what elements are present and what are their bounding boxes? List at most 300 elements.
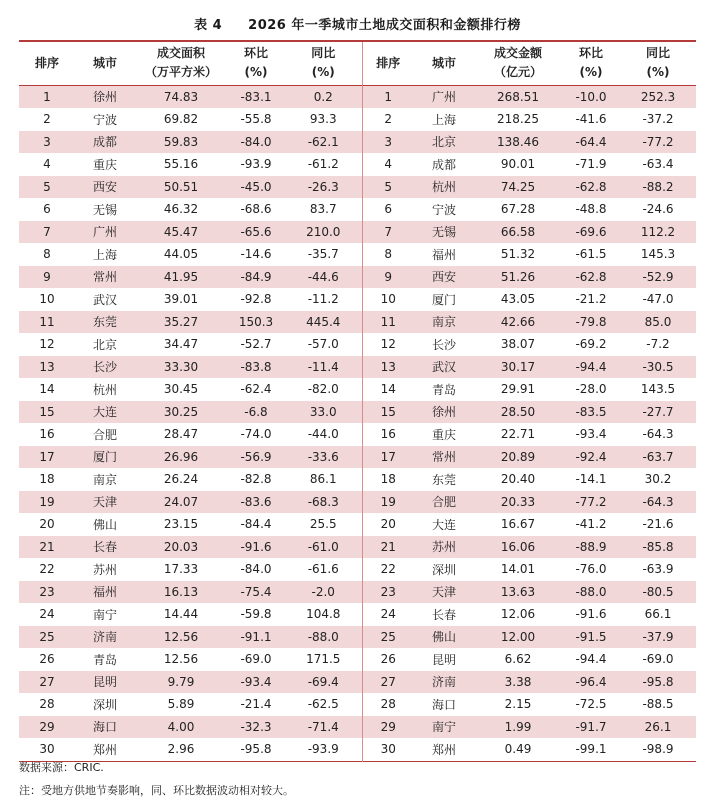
table-row <box>19 221 696 244</box>
right-mom-cell: -41.2 <box>575 517 607 532</box>
right-city-cell: 济南 <box>414 671 474 694</box>
right-rank-cell: 8 <box>362 243 414 266</box>
left-city-cell: 长沙 <box>75 356 135 379</box>
right-value-cell: 20.33 <box>474 491 562 514</box>
right-mom-cell: -61.5 <box>575 247 607 262</box>
left-yoy-cell: -69.4 <box>285 671 362 694</box>
left-rank-cell: 3 <box>19 131 75 154</box>
left-value-cell: 35.27 <box>135 311 227 334</box>
left-city-cell: 武汉 <box>92 292 117 307</box>
right-city-cell: 南宁 <box>414 716 474 739</box>
left-city-cell: 郑州 <box>92 742 117 757</box>
left-rank-cell: 29 <box>19 716 75 739</box>
right-yoy-cell: -52.9 <box>620 266 696 289</box>
right-mom-cell: -28.0 <box>575 382 607 397</box>
left-yoy-cell: -71.4 <box>285 716 362 739</box>
left-yoy-cell: -93.9 <box>307 742 339 757</box>
right-mom-cell: -14.1 <box>575 472 607 487</box>
left-mom-cell: -32.3 <box>227 716 285 739</box>
right-mom-cell: -91.5 <box>562 626 620 649</box>
table-row <box>19 648 696 671</box>
left-mom-cell: -91.1 <box>227 626 285 649</box>
right-mom-cell: -88.0 <box>562 581 620 604</box>
table-row <box>19 423 696 446</box>
right-mom-cell: -88.9 <box>562 536 620 559</box>
left-rank-cell: 10 <box>39 292 55 307</box>
right-value-cell: 6.62 <box>504 652 532 667</box>
left-mom-cell: -75.4 <box>227 581 285 604</box>
right-mom-cell: -69.2 <box>575 337 607 352</box>
left-yoy-cell: 171.5 <box>306 652 341 667</box>
left-value-cell: 20.03 <box>135 536 227 559</box>
right-mom-cell: -96.4 <box>562 671 620 694</box>
header-area: 成交面积 （万平方米） <box>144 46 217 80</box>
right-rank-cell: 20 <box>362 513 414 536</box>
left-yoy-cell: -61.0 <box>285 536 362 559</box>
right-yoy-cell: -63.7 <box>620 446 696 469</box>
left-value-cell: 23.15 <box>163 517 199 532</box>
table-row <box>19 671 696 694</box>
left-yoy-cell: -88.0 <box>285 626 362 649</box>
left-value-cell: 26.24 <box>163 472 199 487</box>
right-rank-cell: 4 <box>362 153 414 176</box>
right-city-cell: 佛山 <box>414 626 474 649</box>
right-yoy-cell: -63.9 <box>642 562 674 577</box>
right-value-cell: 29.91 <box>500 382 536 397</box>
left-value-cell: 59.83 <box>135 131 227 154</box>
right-city-cell: 深圳 <box>431 562 456 577</box>
right-rank-cell: 11 <box>362 311 414 334</box>
right-city-cell: 宁波 <box>431 202 456 217</box>
right-mom-cell: -69.6 <box>562 221 620 244</box>
right-yoy-cell: 26.1 <box>620 716 696 739</box>
right-city-cell: 大连 <box>431 517 456 532</box>
left-mom-cell: -45.0 <box>227 176 285 199</box>
left-mom-cell: -82.8 <box>240 472 272 487</box>
right-value-cell: 51.26 <box>474 266 562 289</box>
left-yoy-cell: 445.4 <box>285 311 362 334</box>
right-yoy-cell: 85.0 <box>620 311 696 334</box>
right-yoy-cell: -80.5 <box>620 581 696 604</box>
left-city-cell: 合肥 <box>92 427 117 442</box>
header-city-right: 城市 <box>431 55 456 70</box>
table-row <box>19 468 696 491</box>
left-rank-cell: 14 <box>39 382 55 397</box>
left-yoy-cell: -61.6 <box>307 562 339 577</box>
header-rank-left: 排序 <box>34 55 59 70</box>
right-city-cell: 南京 <box>414 311 474 334</box>
left-value-cell: 46.32 <box>163 202 199 217</box>
table-row <box>19 333 696 356</box>
left-mom-cell: -59.8 <box>240 607 272 622</box>
right-rank-cell: 21 <box>362 536 414 559</box>
left-value-cell: 12.56 <box>135 626 227 649</box>
left-rank-cell: 21 <box>19 536 75 559</box>
left-city-cell: 徐州 <box>75 85 135 108</box>
right-value-cell: 14.01 <box>500 562 536 577</box>
right-yoy-cell: -88.5 <box>642 697 674 712</box>
right-value-cell: 28.50 <box>474 401 562 424</box>
left-mom-cell: -55.8 <box>240 112 272 127</box>
right-rank-cell: 17 <box>362 446 414 469</box>
left-rank-cell: 28 <box>39 697 55 712</box>
right-mom-cell: -72.5 <box>575 697 607 712</box>
right-value-cell: 12.06 <box>500 607 536 622</box>
left-yoy-cell: -11.2 <box>307 292 339 307</box>
table-row <box>19 491 696 514</box>
right-value-cell: 67.28 <box>500 202 536 217</box>
left-rank-cell: 26 <box>39 652 55 667</box>
left-city-cell: 成都 <box>75 131 135 154</box>
table-row <box>19 401 696 424</box>
right-rank-cell: 10 <box>362 288 414 311</box>
left-mom-cell: -93.9 <box>240 157 272 172</box>
left-value-cell: 16.13 <box>135 581 227 604</box>
right-city-cell: 无锡 <box>414 221 474 244</box>
right-yoy-cell: 143.5 <box>640 382 676 397</box>
right-yoy-cell: -30.5 <box>620 356 696 379</box>
right-yoy-cell: -47.0 <box>642 292 674 307</box>
left-rank-cell: 4 <box>43 157 51 172</box>
right-city-cell: 天津 <box>414 581 474 604</box>
right-value-cell: 268.51 <box>474 85 562 108</box>
right-rank-cell: 25 <box>362 626 414 649</box>
right-city-cell: 福州 <box>431 247 456 262</box>
left-city-cell: 大连 <box>75 401 135 424</box>
right-city-cell: 成都 <box>431 157 456 172</box>
right-rank-cell: 9 <box>362 266 414 289</box>
table-row <box>19 558 696 581</box>
right-rank-cell: 26 <box>362 648 414 671</box>
left-city-cell: 佛山 <box>92 517 117 532</box>
table-header <box>19 41 696 85</box>
table-row <box>19 378 696 401</box>
right-mom-cell: -76.0 <box>575 562 607 577</box>
table-row <box>19 693 696 716</box>
header-yoy-left: 同比 (%) <box>311 46 336 80</box>
header-rank-right: 排序 <box>362 41 414 85</box>
right-rank-cell: 22 <box>362 558 414 581</box>
left-rank-cell: 2 <box>43 112 51 127</box>
right-yoy-cell: -37.2 <box>642 112 674 127</box>
left-yoy-cell: -57.0 <box>307 337 339 352</box>
right-mom-cell: -79.8 <box>562 311 620 334</box>
right-rank-cell: 27 <box>362 671 414 694</box>
table-body <box>19 85 696 761</box>
left-yoy-cell: 104.8 <box>306 607 341 622</box>
right-value-cell: 38.07 <box>500 337 536 352</box>
left-yoy-cell: -68.3 <box>285 491 362 514</box>
right-yoy-cell: -37.9 <box>620 626 696 649</box>
left-yoy-cell: -33.6 <box>285 446 362 469</box>
left-city-cell: 重庆 <box>92 157 117 172</box>
right-value-cell: 51.32 <box>500 247 536 262</box>
left-value-cell: 45.47 <box>135 221 227 244</box>
right-rank-cell: 7 <box>362 221 414 244</box>
left-city-cell: 宁波 <box>92 112 117 127</box>
source-note: 数据来源：CRIC. <box>19 761 104 774</box>
left-mom-cell: -52.7 <box>240 337 272 352</box>
right-rank-cell: 1 <box>362 85 414 108</box>
right-value-cell: 74.25 <box>474 176 562 199</box>
left-city-cell: 无锡 <box>92 202 117 217</box>
right-city-cell: 西安 <box>414 266 474 289</box>
right-rank-cell: 30 <box>362 738 414 761</box>
right-city-cell: 广州 <box>414 85 474 108</box>
left-city-cell: 深圳 <box>92 697 117 712</box>
left-yoy-cell: -44.0 <box>307 427 339 442</box>
right-value-cell: 3.38 <box>474 671 562 694</box>
right-city-cell: 武汉 <box>414 356 474 379</box>
left-value-cell: 14.44 <box>163 607 199 622</box>
left-value-cell: 2.96 <box>167 742 195 757</box>
left-rank-cell: 27 <box>19 671 75 694</box>
table-row <box>19 85 696 108</box>
left-yoy-cell: -44.6 <box>285 266 362 289</box>
right-rank-cell: 14 <box>362 378 414 401</box>
left-value-cell: 17.33 <box>163 562 199 577</box>
left-city-cell: 厦门 <box>75 446 135 469</box>
right-mom-cell: -41.6 <box>575 112 607 127</box>
right-value-cell: 13.63 <box>474 581 562 604</box>
left-rank-cell: 19 <box>19 491 75 514</box>
right-mom-cell: -92.4 <box>562 446 620 469</box>
left-yoy-cell: -82.0 <box>307 382 339 397</box>
left-yoy-cell: -61.2 <box>307 157 339 172</box>
left-city-cell: 昆明 <box>75 671 135 694</box>
right-value-cell: 43.05 <box>500 292 536 307</box>
right-city-cell: 长春 <box>431 607 456 622</box>
left-yoy-cell: 0.2 <box>285 85 362 108</box>
left-mom-cell: -84.0 <box>240 562 272 577</box>
left-city-cell: 济南 <box>75 626 135 649</box>
table-row <box>19 536 696 559</box>
left-mom-cell: -74.0 <box>240 427 272 442</box>
right-value-cell: 0.49 <box>504 742 532 757</box>
left-city-cell: 海口 <box>75 716 135 739</box>
right-rank-cell: 29 <box>362 716 414 739</box>
left-mom-cell: -6.8 <box>227 401 285 424</box>
left-yoy-cell: 83.7 <box>309 202 337 217</box>
right-yoy-cell: -27.7 <box>620 401 696 424</box>
left-yoy-cell: -11.4 <box>285 356 362 379</box>
left-rank-cell: 9 <box>19 266 75 289</box>
left-mom-cell: -14.6 <box>240 247 272 262</box>
right-city-cell: 郑州 <box>431 742 456 757</box>
left-mom-cell: -68.6 <box>240 202 272 217</box>
right-city-cell: 海口 <box>431 697 456 712</box>
left-city-cell: 福州 <box>75 581 135 604</box>
left-mom-cell: -62.4 <box>240 382 272 397</box>
table-caption: 2026 年一季城市土地成交面积和金额排行榜 <box>248 18 521 33</box>
left-yoy-cell: -2.0 <box>285 581 362 604</box>
left-city-cell: 广州 <box>75 221 135 244</box>
left-value-cell: 28.47 <box>163 427 199 442</box>
left-mom-cell: -95.8 <box>240 742 272 757</box>
right-value-cell: 66.58 <box>474 221 562 244</box>
left-value-cell: 5.89 <box>167 697 195 712</box>
left-yoy-cell: 33.0 <box>285 401 362 424</box>
left-yoy-cell: 93.3 <box>309 112 337 127</box>
left-value-cell: 50.51 <box>135 176 227 199</box>
left-rank-cell: 23 <box>19 581 75 604</box>
left-yoy-cell: 25.5 <box>309 517 337 532</box>
left-city-cell: 苏州 <box>92 562 117 577</box>
right-yoy-cell: 145.3 <box>640 247 676 262</box>
right-value-cell: 2.15 <box>504 697 532 712</box>
left-rank-cell: 30 <box>39 742 55 757</box>
table-row <box>19 198 696 221</box>
right-rank-cell: 23 <box>362 581 414 604</box>
left-rank-cell: 1 <box>19 85 75 108</box>
right-mom-cell: -94.4 <box>575 652 607 667</box>
left-rank-cell: 6 <box>43 202 51 217</box>
right-yoy-cell: -95.8 <box>620 671 696 694</box>
table-row <box>19 108 696 131</box>
right-rank-cell: 13 <box>362 356 414 379</box>
right-yoy-cell: -64.3 <box>642 427 674 442</box>
header-city-left: 城市 <box>92 55 117 70</box>
left-value-cell: 9.79 <box>135 671 227 694</box>
table-row <box>19 153 696 176</box>
right-yoy-cell: 112.2 <box>620 221 696 244</box>
left-mom-cell: -83.8 <box>227 356 285 379</box>
left-rank-cell: 7 <box>19 221 75 244</box>
left-value-cell: 39.01 <box>163 292 199 307</box>
left-city-cell: 北京 <box>92 337 117 352</box>
left-city-cell: 天津 <box>75 491 135 514</box>
right-yoy-cell: -21.6 <box>642 517 674 532</box>
right-value-cell: 138.46 <box>474 131 562 154</box>
left-mom-cell: -56.9 <box>227 446 285 469</box>
right-mom-cell: -62.8 <box>562 176 620 199</box>
right-value-cell: 12.00 <box>474 626 562 649</box>
left-value-cell: 69.82 <box>163 112 199 127</box>
header-amount: 成交金额 （亿元） <box>493 46 542 80</box>
table-row <box>19 603 696 626</box>
right-yoy-cell: -98.9 <box>642 742 674 757</box>
right-city-cell: 徐州 <box>414 401 474 424</box>
table-row <box>19 356 696 379</box>
right-city-cell: 北京 <box>414 131 474 154</box>
right-value-cell: 1.99 <box>474 716 562 739</box>
table-row <box>19 581 696 604</box>
left-mom-cell: -91.6 <box>227 536 285 559</box>
right-value-cell: 16.06 <box>474 536 562 559</box>
right-rank-cell: 15 <box>362 401 414 424</box>
left-mom-cell: -83.1 <box>227 85 285 108</box>
table-row <box>19 243 696 266</box>
right-yoy-cell: -69.0 <box>642 652 674 667</box>
left-city-cell: 长春 <box>75 536 135 559</box>
right-value-cell: 30.17 <box>474 356 562 379</box>
right-city-cell: 合肥 <box>414 491 474 514</box>
right-mom-cell: -83.5 <box>562 401 620 424</box>
table-row <box>19 738 696 761</box>
right-value-cell: 20.40 <box>500 472 536 487</box>
left-value-cell: 26.96 <box>135 446 227 469</box>
right-yoy-cell: -24.6 <box>642 202 674 217</box>
right-rank-cell: 24 <box>362 603 414 626</box>
table-number: 表 4 <box>194 18 223 33</box>
left-rank-cell: 11 <box>19 311 75 334</box>
right-yoy-cell: -7.2 <box>646 337 670 352</box>
right-mom-cell: -64.4 <box>562 131 620 154</box>
right-rank-cell: 18 <box>362 468 414 491</box>
right-mom-cell: -91.7 <box>562 716 620 739</box>
right-yoy-cell: -63.4 <box>642 157 674 172</box>
right-city-cell: 上海 <box>431 112 456 127</box>
right-rank-cell: 3 <box>362 131 414 154</box>
right-mom-cell: -62.8 <box>562 266 620 289</box>
left-city-cell: 东莞 <box>75 311 135 334</box>
right-rank-cell: 12 <box>362 333 414 356</box>
left-rank-cell: 15 <box>19 401 75 424</box>
right-city-cell: 青岛 <box>431 382 456 397</box>
left-rank-cell: 22 <box>39 562 55 577</box>
left-value-cell: 44.05 <box>163 247 199 262</box>
left-city-cell: 西安 <box>75 176 135 199</box>
left-value-cell: 30.25 <box>135 401 227 424</box>
left-mom-cell: -83.6 <box>227 491 285 514</box>
right-mom-cell: -77.2 <box>562 491 620 514</box>
left-yoy-cell: -62.5 <box>307 697 339 712</box>
right-rank-cell: 2 <box>362 108 414 131</box>
right-yoy-cell: 30.2 <box>644 472 672 487</box>
table-row <box>19 176 696 199</box>
left-city-cell: 南宁 <box>92 607 117 622</box>
left-rank-cell: 25 <box>19 626 75 649</box>
right-yoy-cell: -64.3 <box>620 491 696 514</box>
ranking-table <box>19 40 696 762</box>
left-rank-cell: 20 <box>39 517 55 532</box>
right-value-cell: 90.01 <box>500 157 536 172</box>
right-value-cell: 20.89 <box>474 446 562 469</box>
table-row <box>19 716 696 739</box>
right-rank-cell: 19 <box>362 491 414 514</box>
left-value-cell: 12.56 <box>163 652 199 667</box>
left-city-cell: 常州 <box>75 266 135 289</box>
right-city-cell: 常州 <box>414 446 474 469</box>
right-yoy-cell: -77.2 <box>620 131 696 154</box>
right-rank-cell: 6 <box>362 198 414 221</box>
left-value-cell: 4.00 <box>135 716 227 739</box>
left-value-cell: 30.45 <box>163 382 199 397</box>
left-value-cell: 41.95 <box>135 266 227 289</box>
left-mom-cell: -93.4 <box>227 671 285 694</box>
left-rank-cell: 24 <box>39 607 55 622</box>
right-city-cell: 重庆 <box>431 427 456 442</box>
left-mom-cell: -21.4 <box>240 697 272 712</box>
right-rank-cell: 28 <box>362 693 414 716</box>
left-city-cell: 杭州 <box>92 382 117 397</box>
table-title <box>0 14 715 33</box>
right-value-cell: 16.67 <box>500 517 536 532</box>
right-rank-cell: 5 <box>362 176 414 199</box>
right-mom-cell: -99.1 <box>575 742 607 757</box>
footnote: 注：受地方供地节奏影响，同、环比数据波动相对较大。 <box>19 784 294 797</box>
left-yoy-cell: -26.3 <box>285 176 362 199</box>
table-row <box>19 626 696 649</box>
right-city-cell: 苏州 <box>414 536 474 559</box>
right-city-cell: 长沙 <box>431 337 456 352</box>
left-rank-cell: 5 <box>19 176 75 199</box>
table-row <box>19 513 696 536</box>
right-mom-cell: -71.9 <box>575 157 607 172</box>
left-yoy-cell: -62.1 <box>285 131 362 154</box>
right-city-cell: 杭州 <box>414 176 474 199</box>
table-row <box>19 131 696 154</box>
